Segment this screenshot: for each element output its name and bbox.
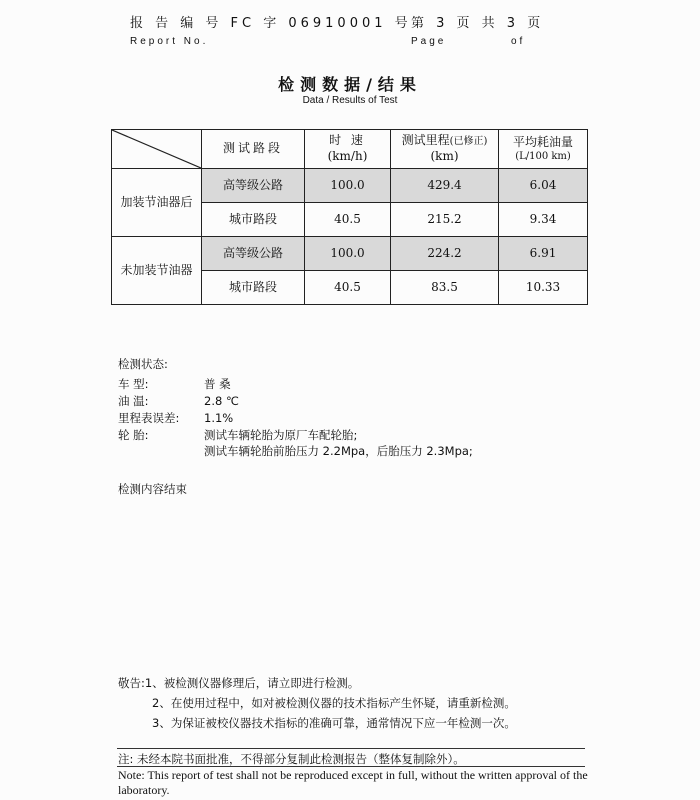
notice-item: 1、被检测仪器修理后，请立即进行检测。 [144, 676, 360, 690]
speed-cell: 40.5 [305, 203, 391, 237]
condition-value: 2.8 ℃ [204, 394, 239, 408]
speed-cell: 40.5 [305, 271, 391, 305]
header-route: 测试路段 [202, 130, 305, 169]
report-number-label: 报 告 编 号 FC 字 06910001 号 [130, 16, 412, 31]
header-mileage-unit: (km) [430, 149, 459, 163]
page-count-label: 第 3 页 共 3 页 [411, 16, 545, 31]
header-speed [305, 130, 391, 169]
header-speed-label: 时 速 [329, 133, 366, 148]
header-speed-unit: (km/h) [327, 149, 368, 163]
header-mileage [391, 130, 499, 169]
of-label-en: of [511, 36, 526, 47]
header-fuel-unit: (L/100 km) [515, 151, 571, 163]
conditions-heading: 检测状态: [118, 357, 168, 371]
mileage-cell: 224.2 [391, 237, 499, 271]
page-title: 检测数据/结果 [278, 75, 422, 94]
page-subtitle: Data / Results of Test [302, 95, 398, 106]
condition-row [118, 376, 231, 392]
notice-prefix: 敬告: [118, 676, 145, 690]
condition-value-continued: 测试车辆轮胎前胎压力 2.2Mpa，后胎压力 2.3Mpa; [204, 444, 473, 458]
mileage-cell: 215.2 [391, 203, 499, 237]
table-row [112, 237, 588, 271]
mileage-cell: 429.4 [391, 169, 499, 203]
condition-label: 里程表误差: [118, 411, 180, 425]
report-number-label-en: Report No. [130, 36, 209, 47]
notice-item: 2、在使用过程中，如对被检测仪器的技术指标产生怀疑，请重新检测。 [152, 696, 516, 710]
fuel-cell: 6.04 [499, 169, 588, 203]
table-row [112, 169, 588, 203]
condition-label: 油 温: [118, 394, 149, 408]
condition-value: 测试车辆轮胎为原厂车配轮胎; [204, 428, 358, 442]
condition-value: 1.1% [204, 411, 234, 425]
notice-item: 3、为保证被校仪器技术指标的准确可靠，通常情况下应一年检测一次。 [152, 716, 516, 730]
notice-line [118, 675, 359, 691]
footer-divider [117, 748, 585, 749]
fuel-cell: 6.91 [499, 237, 588, 271]
condition-row [118, 410, 233, 426]
footer-note-en: Note: This report of test shall not be reproduced except in full, without the written approval of the laboratory. [118, 768, 588, 797]
footer-divider [117, 766, 585, 767]
header-fuel-label: 平均耗油量 [512, 134, 573, 149]
fuel-cell: 10.33 [499, 271, 588, 305]
diagonal-divider [112, 130, 201, 168]
footer-note-cn: 注: 未经本院书面批准，不得部分复制此检测报告（整体复制除外）。 [118, 752, 465, 766]
header-mileage-label: 测试里程 [401, 133, 450, 148]
group-label: 加装节油器后 [112, 169, 202, 237]
mileage-cell: 83.5 [391, 271, 499, 305]
header-fuel [499, 130, 588, 169]
condition-row [118, 393, 239, 409]
header-mileage-note: (已修正) [449, 136, 488, 148]
table-header-row [112, 130, 588, 169]
table-corner-cell [112, 130, 202, 169]
route-cell: 高等级公路 [202, 169, 305, 203]
group-label: 未加装节油器 [112, 237, 202, 305]
speed-cell: 100.0 [305, 237, 391, 271]
route-cell: 城市路段 [202, 203, 305, 237]
condition-label: 车 型: [118, 377, 149, 391]
results-table [111, 129, 588, 305]
speed-cell: 100.0 [305, 169, 391, 203]
fuel-cell: 9.34 [499, 203, 588, 237]
route-cell: 高等级公路 [202, 237, 305, 271]
condition-value: 普 桑 [204, 377, 231, 391]
page-label-en: Page [411, 36, 447, 47]
condition-row [118, 427, 357, 443]
end-of-content-text: 检测内容结束 [118, 482, 187, 496]
route-cell: 城市路段 [202, 271, 305, 305]
condition-label: 轮 胎: [118, 428, 149, 442]
